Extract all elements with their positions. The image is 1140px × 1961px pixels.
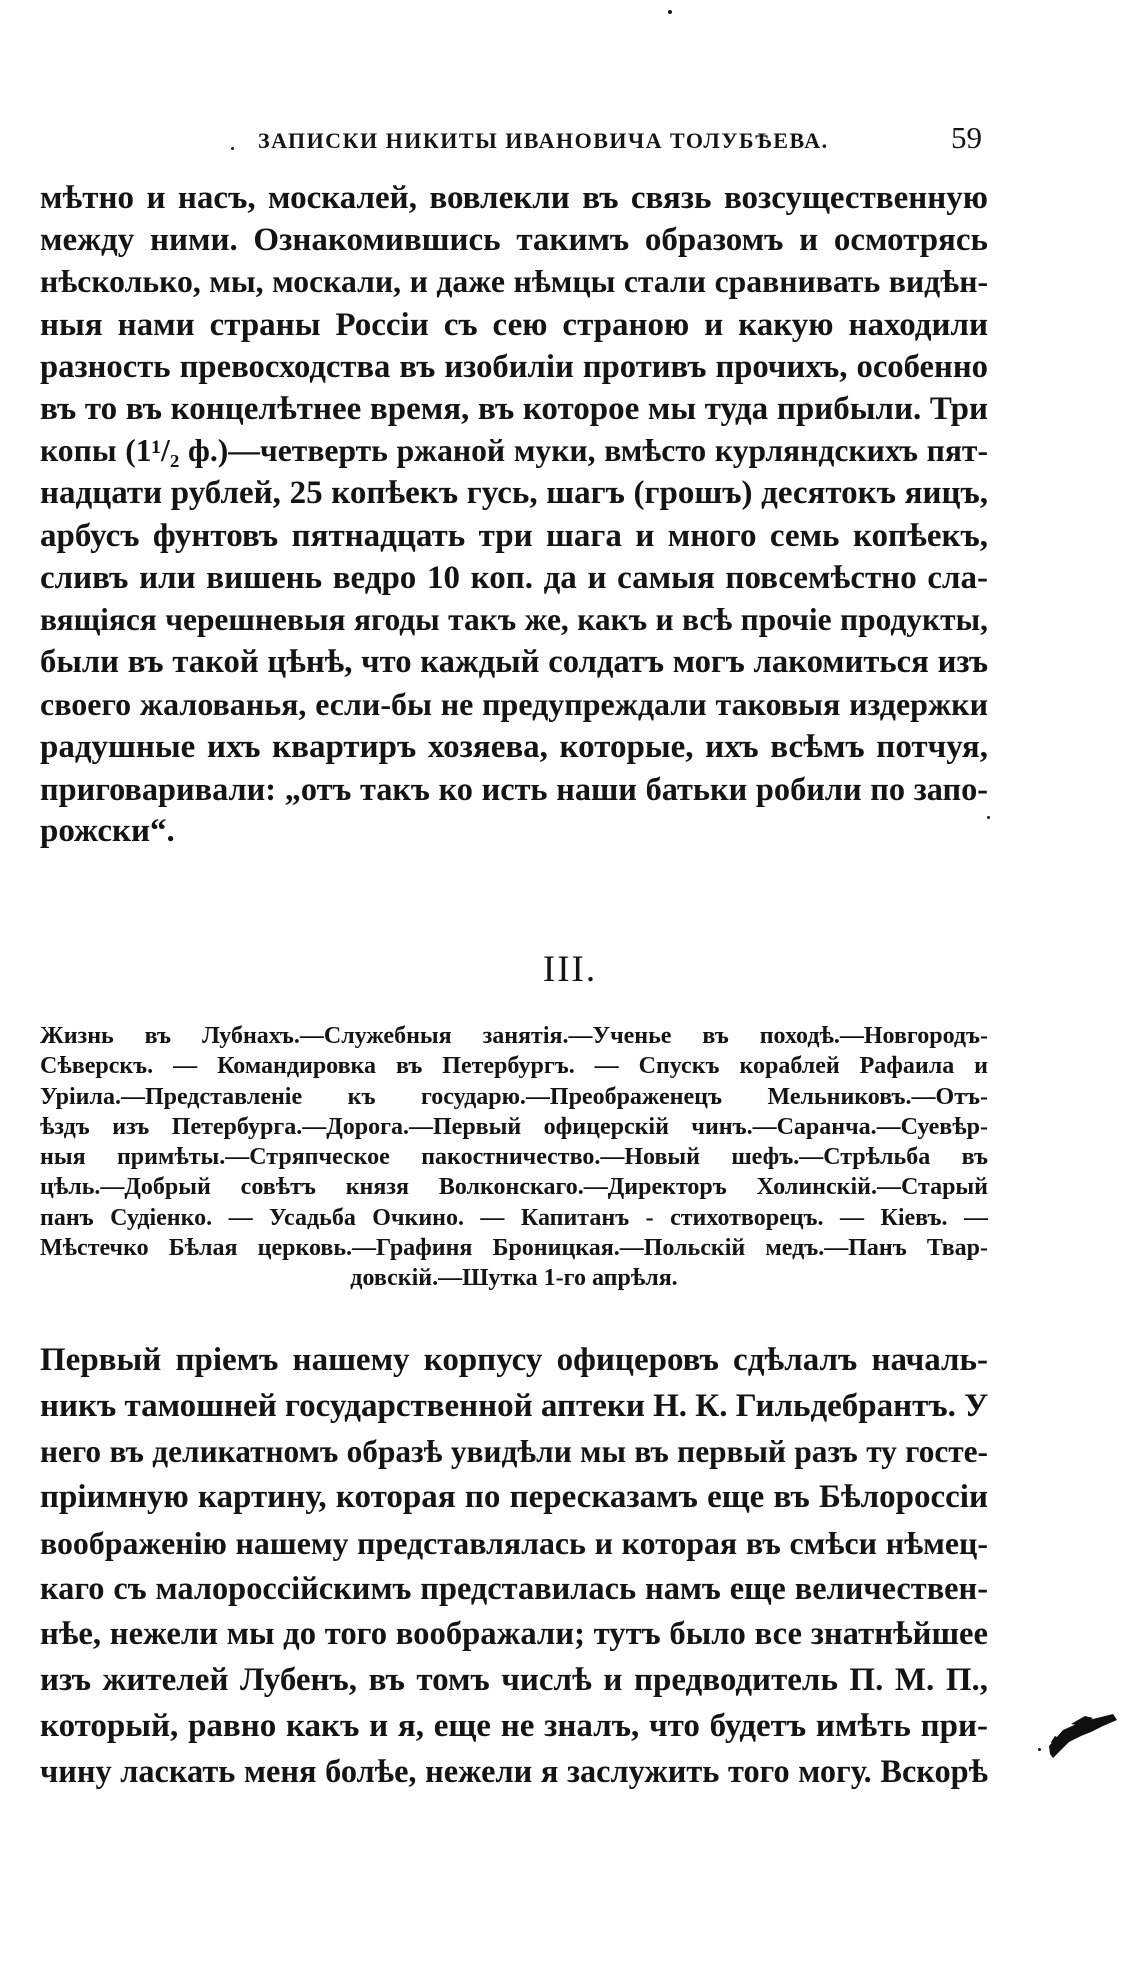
chapter-heading: III. <box>542 949 598 990</box>
paragraph-1-line: арбусъ фунтовъ пятнадцать три шага и много семь копѣекъ, <box>40 517 988 554</box>
chapter-summary-line: Сѣверскъ. — Командировка въ Петербургъ. — Спускъ кораблей Рафаила и <box>40 1053 988 1080</box>
paragraph-1-line: надцати рублей, 25 копѣекъ гусь, шагъ (грошъ) десятокъ яицъ, <box>40 475 988 512</box>
paragraph-2-line: него въ деликатномъ образѣ увидѣли мы въ первый разъ ту госте- <box>40 1434 988 1470</box>
chapter-summary-line: довскій.—Шутка 1-го апрѣля. <box>350 1265 678 1292</box>
paragraph-1-line: рожски“. <box>40 813 175 850</box>
paragraph-1-line: приговаривали: „отъ такъ ко исть наши батьки робили по запо- <box>40 770 988 807</box>
paragraph-1-line: копы (1¹/₂ ф.)—четверть ржаной муки, вмѣсто курляндскихъ пят- <box>40 433 988 469</box>
paragraph-2-line: чину ласкать меня болѣе, нежели я заслужить того могу. Вскорѣ <box>40 1753 988 1790</box>
chapter-summary-line: цѣль.—Добрый совѣтъ князя Волконскаго.—Директоръ Холинскій.—Старый <box>40 1174 988 1201</box>
paragraph-1-line: сливъ или вишень ведро 10 коп. да и самыя повсемѣстно сла- <box>40 559 988 596</box>
paragraph-2 <box>40 1338 988 1795</box>
paragraph-1-line: радушные ихъ квартиръ хозяева, которые, ихъ всѣмъ потчуя, <box>40 728 988 765</box>
chapter-summary-line: панъ Судіенко. — Усадьба Очкино. — Капитанъ - стихотворецъ. — Кіевъ. — <box>40 1204 988 1231</box>
paragraph-2-line: пріимную картину, которая по пересказамъ еще въ Бѣлороссіи <box>40 1479 988 1516</box>
chapter-summary <box>40 1021 988 1294</box>
paragraph-1-line: разность превосходства въ изобиліи противъ прочихъ, особенно <box>40 348 988 385</box>
paragraph-1-line: вящіяся черешневыя ягоды такъ же, какъ и всѣ прочіе продукты, <box>40 602 988 638</box>
ink-speck <box>987 816 990 819</box>
running-header-title: ЗАПИСКИ НИКИТЫ ИВАНОВИЧА ТОЛУБѢЕВА. <box>258 128 829 153</box>
paragraph-1 <box>40 177 988 852</box>
ink-blot <box>1041 1702 1121 1762</box>
chapter-summary-line: Жизнь въ Лубнахъ.—Служебныя занятія.—Ученье въ походѣ.—Новгородъ- <box>40 1023 988 1049</box>
paragraph-2-line: изъ жителей Лубенъ, въ томъ числѣ и предводитель П. М. П., <box>40 1661 988 1698</box>
paragraph-1-line: своего жалованья, если-бы не предупреждали таковыя издержки <box>40 686 988 723</box>
paragraph-1-line: въ то въ концелѣтнее время, въ которое мы туда прибыли. Три <box>40 391 988 428</box>
paragraph-2-line: нѣе, нежели мы до того воображали; тутъ было все знатнѣйшее <box>40 1616 988 1653</box>
ink-speck <box>231 147 234 150</box>
paragraph-1-line: нѣсколько, мы, москали, и даже нѣмцы стали сравнивать видѣн- <box>40 264 988 300</box>
running-header <box>236 112 982 160</box>
chapter-summary-line: ѣздъ изъ Петербурга.—Дорога.—Первый офицерскій чинъ.—Саранча.—Суевѣр- <box>40 1113 988 1140</box>
paragraph-1-line: между ними. Ознакомившись такимъ образомъ и осмотрясь <box>40 222 988 259</box>
paragraph-1-line: мѣтно и насъ, москалей, вовлекли въ связь возсущественную <box>40 180 988 216</box>
chapter-summary-line: Урiила.—Представленіе къ государю.—Преображенецъ Мельниковъ.—Отъ- <box>40 1083 988 1110</box>
paragraph-1-line: ныя нами страны Россіи съ сею страною и какую находили <box>40 306 988 343</box>
page-number: 59 <box>951 120 982 155</box>
paragraph-2-line: никъ тамошней государственной аптеки Н. К. Гильдебрантъ. У <box>40 1387 989 1424</box>
chapter-summary-line: ныя примѣты.—Стряпческое пакостничество.—Новый шефъ.—Стрѣльба въ <box>40 1144 988 1171</box>
paragraph-2-line: каго съ малороссійскимъ представилась намъ еще величествен- <box>40 1570 988 1607</box>
chapter-summary-line: Мѣстечко Бѣлая церковь.—Графиня Броницкая.—Польскій медъ.—Панъ Твар- <box>40 1235 988 1262</box>
paragraph-1-line: были въ такой цѣнѣ, что каждый солдатъ могъ лакомиться изъ <box>40 644 988 681</box>
ink-speck <box>668 10 672 14</box>
paragraph-2-line: воображенію нашему представлялась и которая въ смѣси нѣмец- <box>40 1525 988 1561</box>
paragraph-2-line: Первый пріемъ нашему корпусу офицеровъ сдѣлалъ началь- <box>40 1342 988 1378</box>
paragraph-2-line: который, равно какъ и я, еще не зналъ, что будетъ имѣть при- <box>40 1707 988 1744</box>
